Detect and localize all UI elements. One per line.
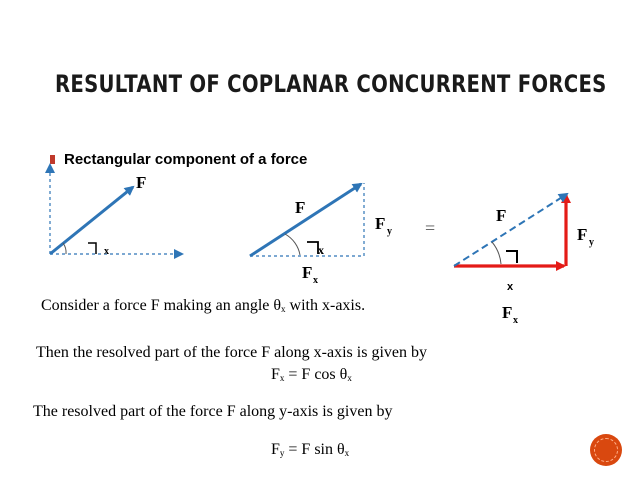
label-fx-2: F [302, 263, 313, 282]
eq2-a: F [271, 441, 280, 458]
label-x-3: x [507, 281, 514, 293]
consider-sub: x [281, 304, 286, 314]
consider-text-b: with x-axis. [285, 297, 366, 314]
force-arrow [50, 187, 133, 254]
resolved-y-line: The resolved part of the force F along y-axis is given by [33, 403, 393, 420]
slide-title: RESULTANT OF COPLANAR CONCURRENT FORCES [55, 70, 607, 98]
eq2-b: = F sin θ [284, 441, 345, 458]
angle-arc [492, 242, 501, 264]
bullet-text: Rectangular component of a force [64, 151, 308, 168]
label-f-1: F [136, 173, 147, 192]
equation-fy [271, 441, 349, 459]
label-fy-2: F [375, 214, 386, 233]
equation-fx [271, 366, 352, 384]
label-f-2: F [295, 198, 306, 217]
theta-symbol [88, 243, 96, 254]
consider-line [41, 297, 365, 315]
label-fy-2-sub: y [387, 226, 392, 237]
eq2-sub2: x [344, 448, 350, 458]
diagram-2 [250, 183, 364, 256]
diagram-3 [454, 194, 567, 266]
force-arrow [250, 184, 361, 256]
consider-text-a: Consider a force F making an angle θ [41, 297, 282, 314]
diagram-1 [50, 165, 182, 254]
label-fx-2-sub: x [313, 275, 318, 286]
eq1-a: F [271, 366, 280, 383]
eq1-b: = F cos θ [284, 366, 348, 383]
slide-nav-button[interactable] [590, 434, 622, 466]
then-line: Then the resolved part of the force F along x-axis is given by [36, 344, 427, 361]
label-fx-3-sub: x [513, 315, 518, 326]
label-fy-3-sub: y [589, 237, 594, 248]
label-x-2: x [318, 243, 324, 257]
label-fx-3: F [502, 303, 513, 322]
force-dashed-arrow [454, 194, 567, 266]
theta-symbol [506, 251, 517, 263]
equals-sign: = [425, 218, 436, 238]
nav-circle-icon [594, 438, 618, 462]
eq1-sub1: x [279, 373, 285, 383]
eq1-sub2: x [347, 373, 352, 383]
theta-symbol [307, 242, 318, 254]
label-x-1: x [104, 246, 109, 257]
eq2-sub1: y [279, 448, 285, 458]
label-fy-3: F [577, 225, 588, 244]
label-f-3: F [496, 206, 507, 225]
angle-arc [285, 234, 300, 255]
